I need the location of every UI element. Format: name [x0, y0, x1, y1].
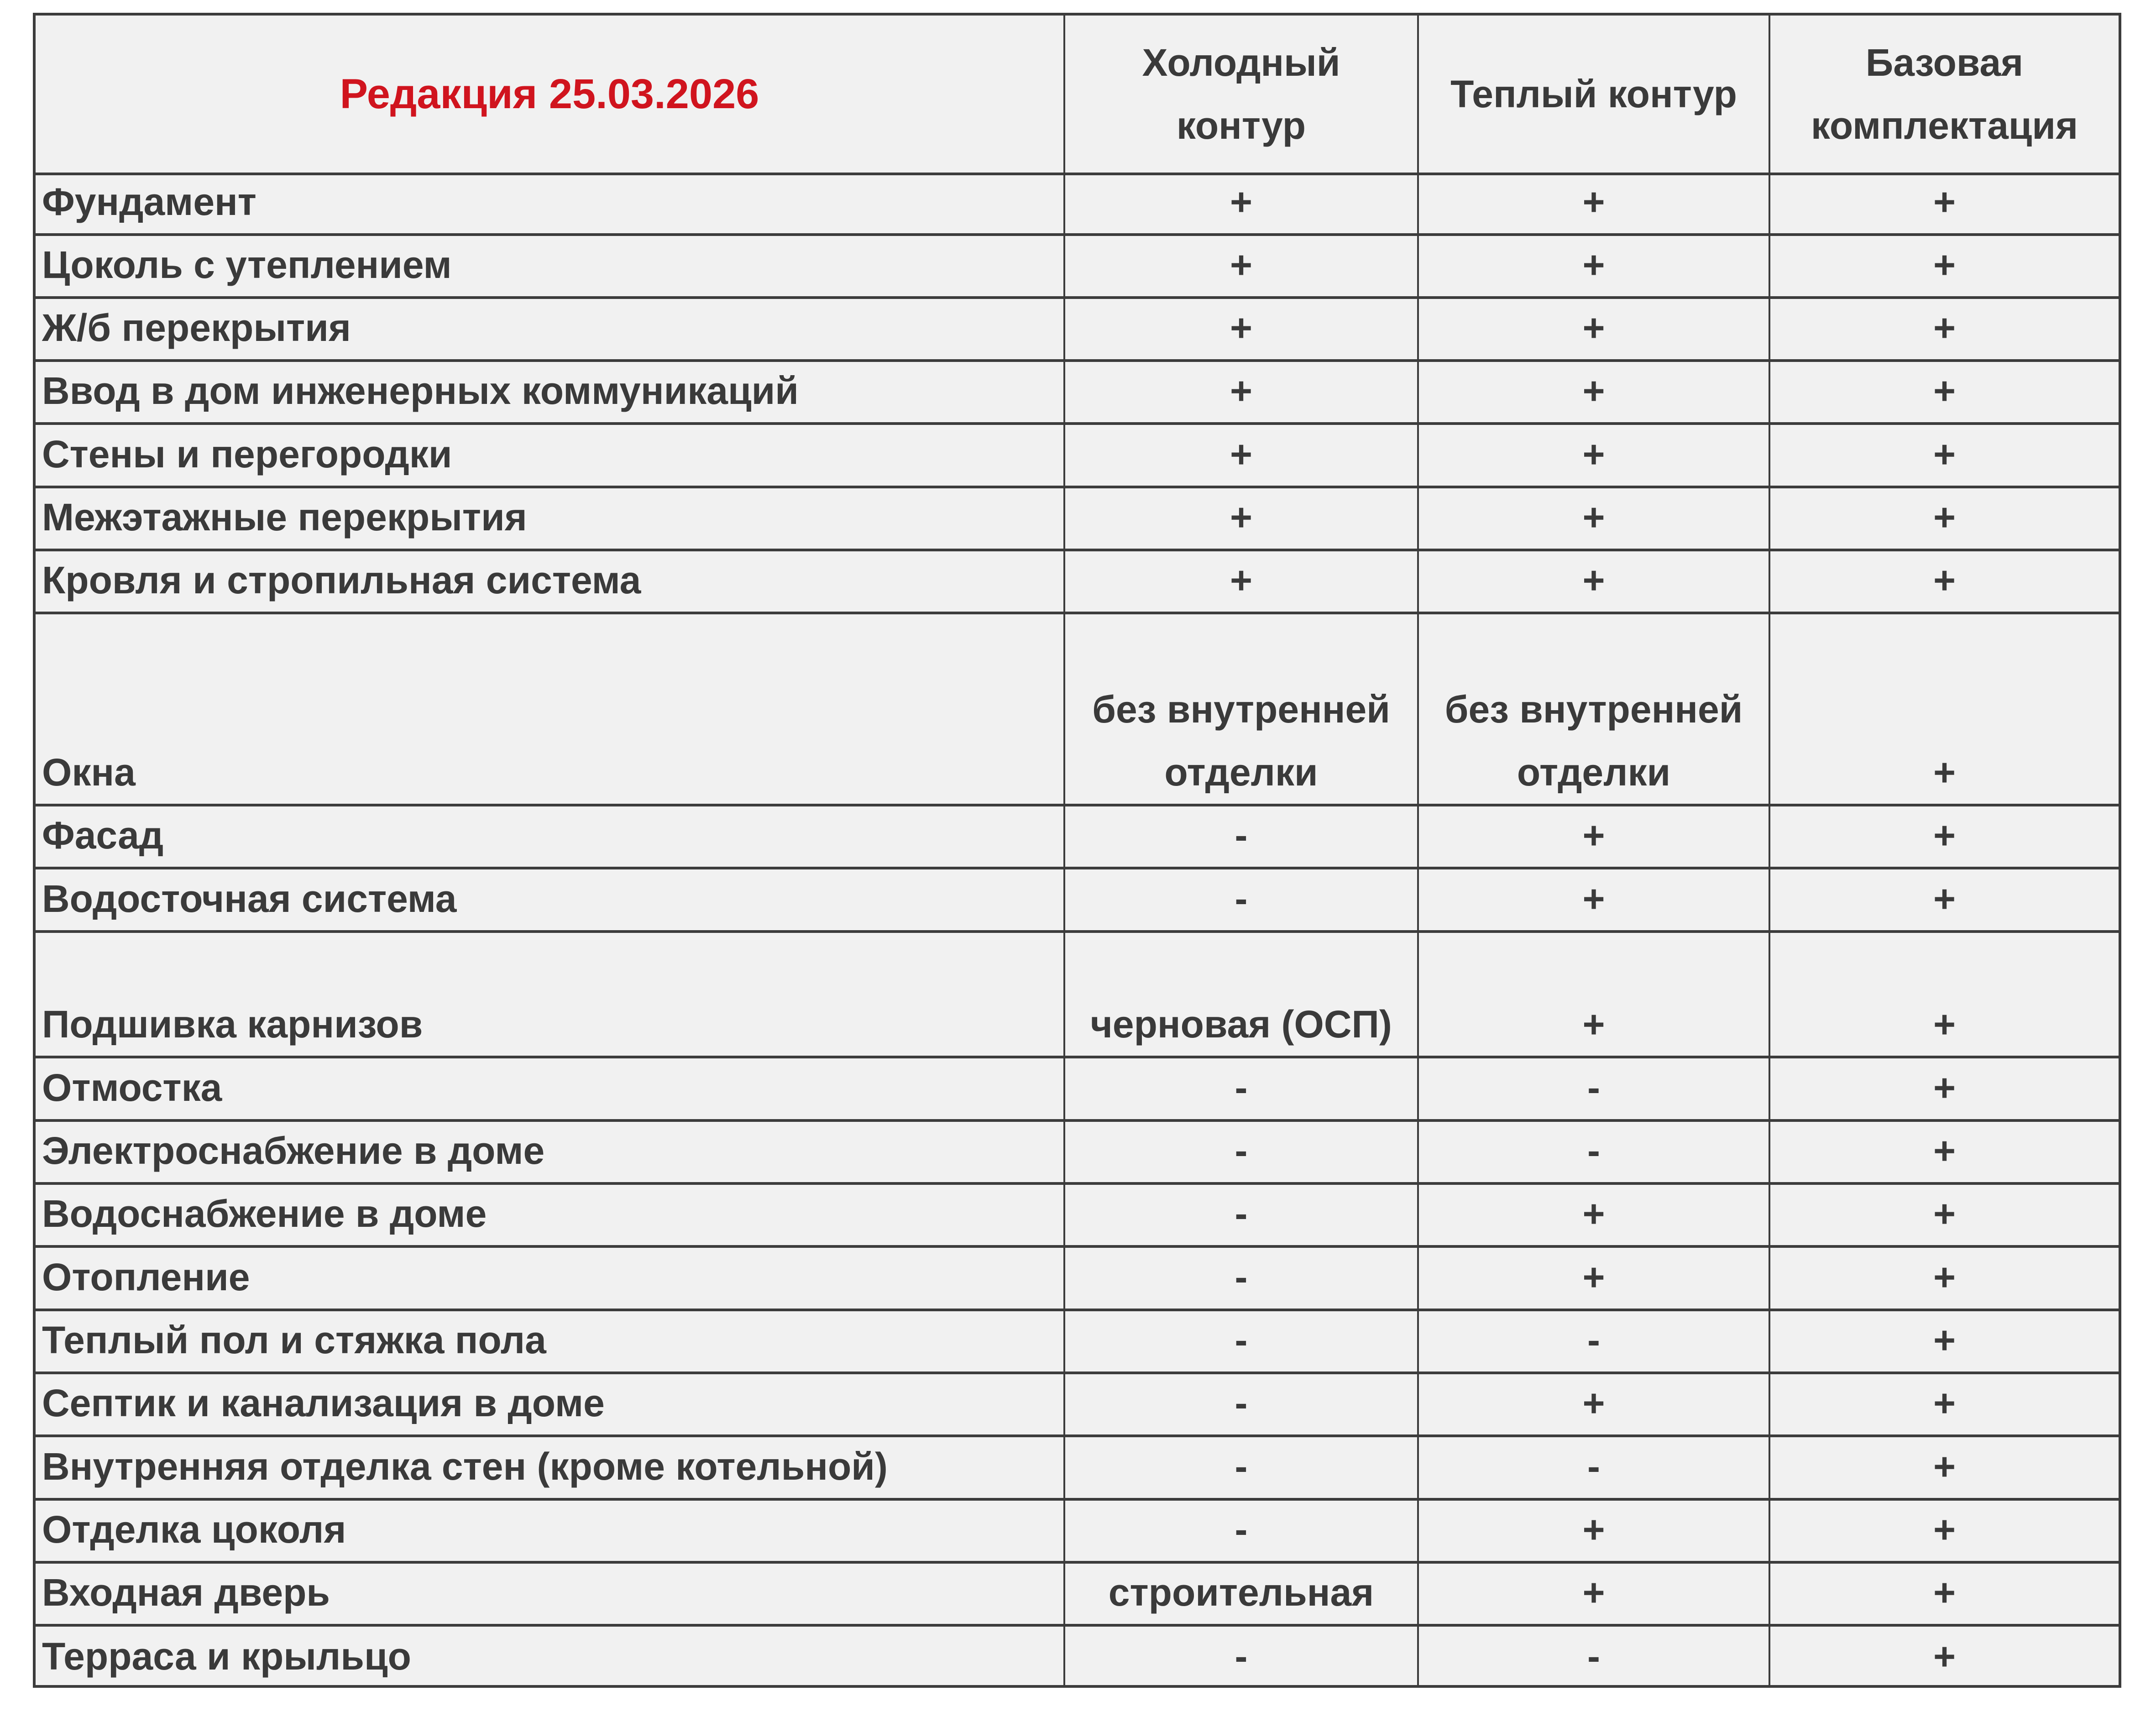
comparison-table — [33, 13, 2121, 1688]
warm-contour-value-cell — [1417, 614, 1769, 804]
warm-contour-value: + — [1582, 369, 1605, 412]
row-label: Фундамент — [42, 180, 256, 223]
warm-contour-value: - — [1587, 1066, 1600, 1109]
row-label: Отмостка — [42, 1066, 222, 1109]
row-label-cell — [36, 1185, 1063, 1245]
cold-contour-value: - — [1235, 814, 1248, 857]
row-label-cell — [36, 1122, 1063, 1182]
cold-contour-value-cell — [1063, 869, 1417, 930]
warm-contour-value-cell — [1417, 551, 1769, 612]
cold-contour-value-cell — [1063, 551, 1417, 612]
base-package-value-cell — [1769, 1501, 2119, 1561]
row-label-cell — [36, 362, 1063, 422]
base-package-value: + — [1933, 1508, 1956, 1551]
warm-contour-value: + — [1582, 1571, 1605, 1614]
table-row — [36, 236, 2119, 299]
cold-contour-value: - — [1235, 1635, 1248, 1678]
base-package-value: + — [1933, 180, 1956, 223]
row-label-cell — [36, 173, 1063, 233]
warm-contour-value: + — [1582, 1192, 1605, 1235]
row-label: Стены и перегородки — [42, 433, 452, 476]
warm-contour-value-cell — [1417, 1564, 1769, 1624]
cold-contour-value-cell — [1063, 1185, 1417, 1245]
cold-contour-value-cell — [1063, 488, 1417, 549]
warm-contour-value-cell — [1417, 236, 1769, 296]
cold-contour-value-cell — [1063, 1311, 1417, 1372]
row-label: Теплый пол и стяжка пола — [42, 1319, 546, 1361]
table-row — [36, 1185, 2119, 1248]
row-label-cell — [36, 806, 1063, 867]
warm-contour-value: + — [1582, 1003, 1605, 1046]
base-package-value: + — [1933, 433, 1956, 476]
row-label: Септик и канализация в доме — [42, 1382, 605, 1424]
base-package-value: + — [1933, 751, 1956, 794]
row-label-cell — [36, 551, 1063, 612]
row-label-cell — [36, 614, 1063, 804]
cold-contour-value: + — [1230, 306, 1253, 349]
table-row — [36, 1248, 2119, 1311]
row-label: Межэтажные перекрытия — [42, 496, 527, 539]
table-row — [36, 1437, 2119, 1501]
base-package-value: + — [1933, 814, 1956, 857]
base-package-value: + — [1933, 1382, 1956, 1424]
warm-contour-value-cell — [1417, 1185, 1769, 1245]
row-label: Внутренняя отделка стен (кроме котельной) — [42, 1445, 888, 1488]
warm-contour-value: + — [1582, 814, 1605, 857]
warm-contour-value: - — [1587, 1129, 1600, 1172]
column-label: Теплый контур — [1450, 73, 1737, 115]
base-package-value: + — [1933, 369, 1956, 412]
cold-contour-value: + — [1230, 243, 1253, 286]
row-label: Ввод в дом инженерных коммуникаций — [42, 369, 799, 412]
row-label: Входная дверь — [42, 1571, 330, 1614]
base-package-value: + — [1933, 1256, 1956, 1298]
table-row — [36, 1627, 2119, 1688]
row-label-cell — [36, 1501, 1063, 1561]
base-package-value: + — [1933, 1319, 1956, 1361]
row-label-cell — [36, 1248, 1063, 1309]
warm-contour-value-cell — [1417, 933, 1769, 1056]
column-label: Холодный контур — [1142, 41, 1340, 147]
row-label-cell — [36, 869, 1063, 930]
header-base-package — [1769, 16, 2119, 173]
warm-contour-value-cell — [1417, 869, 1769, 930]
row-label-cell — [36, 488, 1063, 549]
base-package-value-cell — [1769, 933, 2119, 1056]
cold-contour-value: + — [1230, 433, 1253, 476]
base-package-value-cell — [1769, 806, 2119, 867]
row-label-cell — [36, 1058, 1063, 1119]
base-package-value: + — [1933, 559, 1956, 602]
base-package-value: + — [1933, 877, 1956, 920]
warm-contour-value-cell — [1417, 806, 1769, 867]
warm-contour-value-cell — [1417, 1311, 1769, 1372]
warm-contour-value-cell — [1417, 425, 1769, 486]
base-package-value: + — [1933, 1445, 1956, 1488]
cold-contour-value-cell — [1063, 806, 1417, 867]
cold-contour-value-cell — [1063, 1501, 1417, 1561]
warm-contour-value-cell — [1417, 488, 1769, 549]
cold-contour-value: без внутренней отделки — [1092, 688, 1390, 794]
row-label: Фасад — [42, 814, 164, 857]
cold-contour-value: - — [1235, 1192, 1248, 1235]
cold-contour-value: - — [1235, 1445, 1248, 1488]
cold-contour-value-cell — [1063, 299, 1417, 359]
cold-contour-value: + — [1230, 559, 1253, 602]
cold-contour-value-cell — [1063, 1437, 1417, 1498]
cold-contour-value-cell — [1063, 1058, 1417, 1119]
row-label-cell — [36, 1311, 1063, 1372]
warm-contour-value-cell — [1417, 1501, 1769, 1561]
warm-contour-value: + — [1582, 1382, 1605, 1424]
warm-contour-value: + — [1582, 559, 1605, 602]
table-row — [36, 299, 2119, 362]
warm-contour-value: + — [1582, 243, 1605, 286]
cold-contour-value: + — [1230, 496, 1253, 539]
warm-contour-value-cell — [1417, 1248, 1769, 1309]
cold-contour-value-cell — [1063, 236, 1417, 296]
base-package-value-cell — [1769, 551, 2119, 612]
cold-contour-value-cell — [1063, 614, 1417, 804]
table-row — [36, 933, 2119, 1058]
row-label: Терраса и крыльцо — [42, 1635, 411, 1678]
table-row — [36, 362, 2119, 425]
base-package-value: + — [1933, 1192, 1956, 1235]
row-label: Отделка цоколя — [42, 1508, 346, 1551]
row-label-cell — [36, 236, 1063, 296]
warm-contour-value: - — [1587, 1445, 1600, 1488]
warm-contour-value: + — [1582, 877, 1605, 920]
table-row — [36, 614, 2119, 806]
base-package-value: + — [1933, 496, 1956, 539]
cold-contour-value-cell — [1063, 425, 1417, 486]
cold-contour-value: - — [1235, 877, 1248, 920]
row-label: Цоколь с утеплением — [42, 243, 452, 286]
warm-contour-value: + — [1582, 1256, 1605, 1298]
row-label-cell — [36, 299, 1063, 359]
warm-contour-value: + — [1582, 433, 1605, 476]
base-package-value-cell — [1769, 1311, 2119, 1372]
table-row — [36, 551, 2119, 614]
warm-contour-value: без внутренней отделки — [1444, 688, 1743, 794]
base-package-value-cell — [1769, 1058, 2119, 1119]
revision-title: Редакция 25.03.2026 — [340, 71, 759, 117]
base-package-value-cell — [1769, 1437, 2119, 1498]
warm-contour-value-cell — [1417, 1374, 1769, 1434]
warm-contour-value-cell — [1417, 1122, 1769, 1182]
table-row — [36, 173, 2119, 236]
base-package-value-cell — [1769, 173, 2119, 233]
cold-contour-value: черновая (ОСП) — [1090, 1003, 1392, 1046]
base-package-value-cell — [1769, 1122, 2119, 1182]
warm-contour-value: + — [1582, 1508, 1605, 1551]
warm-contour-value: + — [1582, 306, 1605, 349]
header-cold-contour — [1063, 16, 1417, 173]
base-package-value-cell — [1769, 299, 2119, 359]
table-row — [36, 1058, 2119, 1122]
base-package-value: + — [1933, 306, 1956, 349]
row-label-cell — [36, 933, 1063, 1056]
row-label: Окна — [42, 751, 136, 794]
cold-contour-value-cell — [1063, 933, 1417, 1056]
cold-contour-value: - — [1235, 1319, 1248, 1361]
base-package-value-cell — [1769, 614, 2119, 804]
warm-contour-value-cell — [1417, 1437, 1769, 1498]
warm-contour-value-cell — [1417, 299, 1769, 359]
cold-contour-value: + — [1230, 369, 1253, 412]
warm-contour-value: - — [1587, 1635, 1600, 1678]
cold-contour-value-cell — [1063, 173, 1417, 233]
base-package-value-cell — [1769, 1627, 2119, 1688]
table-row — [36, 488, 2119, 551]
table-row — [36, 1564, 2119, 1627]
cold-contour-value-cell — [1063, 1122, 1417, 1182]
cold-contour-value: - — [1235, 1508, 1248, 1551]
warm-contour-value: + — [1582, 180, 1605, 223]
row-label: Подшивка карнизов — [42, 1003, 423, 1046]
base-package-value-cell — [1769, 236, 2119, 296]
base-package-value-cell — [1769, 1185, 2119, 1245]
table-row — [36, 1501, 2119, 1564]
base-package-value-cell — [1769, 362, 2119, 422]
row-label: Кровля и стропильная система — [42, 559, 641, 602]
table-row — [36, 1374, 2119, 1437]
row-label: Отопление — [42, 1256, 250, 1298]
table-row — [36, 1122, 2119, 1185]
cold-contour-value: - — [1235, 1066, 1248, 1109]
table-row — [36, 806, 2119, 869]
base-package-value: + — [1933, 1635, 1956, 1678]
base-package-value: + — [1933, 1066, 1956, 1109]
warm-contour-value: + — [1582, 496, 1605, 539]
warm-contour-value-cell — [1417, 362, 1769, 422]
table-row — [36, 425, 2119, 488]
base-package-value: + — [1933, 1571, 1956, 1614]
base-package-value-cell — [1769, 425, 2119, 486]
row-label: Водоснабжение в доме — [42, 1192, 487, 1235]
row-label-cell — [36, 1564, 1063, 1624]
table-row — [36, 1311, 2119, 1374]
row-label-cell — [36, 1374, 1063, 1434]
row-label-cell — [36, 1437, 1063, 1498]
base-package-value: + — [1933, 1003, 1956, 1046]
table-header — [36, 16, 2119, 175]
base-package-value-cell — [1769, 869, 2119, 930]
column-label: Базовая комплектация — [1811, 41, 2078, 147]
cold-contour-value-cell — [1063, 1627, 1417, 1688]
cold-contour-value-cell — [1063, 1564, 1417, 1624]
row-label: Водосточная система — [42, 877, 457, 920]
row-label-cell — [36, 425, 1063, 486]
base-package-value-cell — [1769, 1564, 2119, 1624]
cold-contour-value: - — [1235, 1382, 1248, 1424]
cold-contour-value-cell — [1063, 362, 1417, 422]
warm-contour-value-cell — [1417, 173, 1769, 233]
header-title-cell — [36, 16, 1063, 173]
row-label: Электроснабжение в доме — [42, 1129, 545, 1172]
row-label: Ж/б перекрытия — [42, 306, 351, 349]
cold-contour-value: + — [1230, 180, 1253, 223]
cold-contour-value-cell — [1063, 1374, 1417, 1434]
base-package-value-cell — [1769, 1374, 2119, 1434]
cold-contour-value: - — [1235, 1129, 1248, 1172]
table-row — [36, 869, 2119, 933]
cold-contour-value: строительная — [1108, 1571, 1374, 1614]
cold-contour-value-cell — [1063, 1248, 1417, 1309]
base-package-value-cell — [1769, 488, 2119, 549]
warm-contour-value: - — [1587, 1319, 1600, 1361]
base-package-value-cell — [1769, 1248, 2119, 1309]
header-warm-contour — [1417, 16, 1769, 173]
base-package-value: + — [1933, 1129, 1956, 1172]
warm-contour-value-cell — [1417, 1627, 1769, 1688]
cold-contour-value: - — [1235, 1256, 1248, 1298]
base-package-value: + — [1933, 243, 1956, 286]
row-label-cell — [36, 1627, 1063, 1688]
warm-contour-value-cell — [1417, 1058, 1769, 1119]
